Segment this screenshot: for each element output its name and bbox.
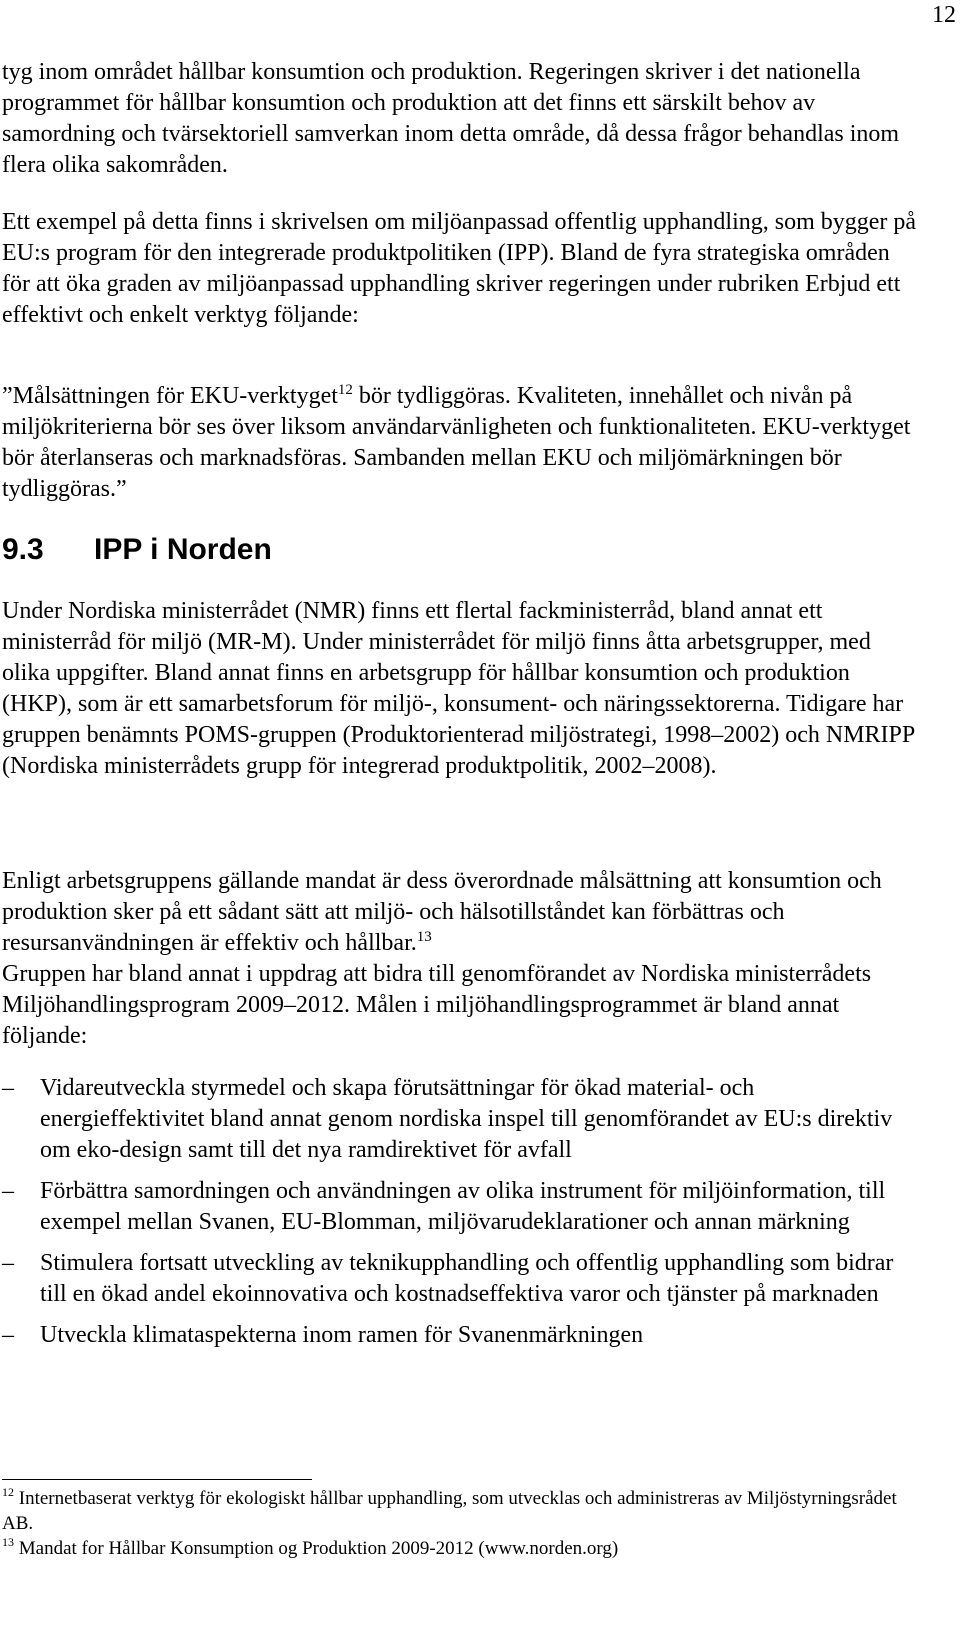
list-dash: – xyxy=(2,1075,14,1101)
list-item-text: Förbättra samordningen och användningen av olika instrument för miljöinformation, till exempel mellan Svanen, EU-Blomman, miljövarudeklarationer och annan märkning xyxy=(40,1178,886,1235)
quote-part: ”Målsättningen för EKU-verktyget xyxy=(2,383,338,409)
list-dash: – xyxy=(2,1178,14,1204)
quote-part: bör tydliggöras. Kvaliteten, innehållet och nivån på miljökriterierna bör ses över liksom användarvänligheten och funktionaliteten. EKU-verktyget bör återlanseras och marknadsföras. Sambanden mellan EKU och miljömärkningen bör tydliggöras.” xyxy=(2,383,911,502)
footnote xyxy=(2,1536,917,1561)
list-item xyxy=(2,1176,917,1238)
section-number: 9.3 xyxy=(2,533,44,566)
paragraph-mandate xyxy=(2,866,917,1052)
list-item xyxy=(2,1073,917,1166)
quote-text xyxy=(2,381,917,505)
paragraph-text xyxy=(2,866,917,1052)
goal-list xyxy=(2,1073,917,1361)
paragraph-example xyxy=(2,207,917,331)
quote-block xyxy=(2,381,917,505)
section-heading xyxy=(2,532,272,568)
paragraph-nmr xyxy=(2,596,917,782)
list-dash: – xyxy=(2,1250,14,1276)
paragraph-intro xyxy=(2,57,917,181)
footnotes xyxy=(2,1486,917,1561)
list-item xyxy=(2,1248,917,1310)
footnote xyxy=(2,1486,917,1536)
page-number: 12 xyxy=(932,2,956,28)
footnote-number: 13 xyxy=(2,1535,14,1549)
section-title: IPP i Norden xyxy=(94,533,272,566)
paragraph-text: Under Nordiska ministerrådet (NMR) finns ett flertal fackministerråd, bland annat ett ministerråd för miljö (MR-M). Under ministerrådet för miljö finns åtta arbetsgrupper, med olika uppgifter. Bland annat finns en arbetsgrupp för hållbar konsumtion och produktion (HKP), som är ett samarbetsforum för miljö-, konsument- och näringssektorerna. Tidigare har gruppen benämnts POMS-gruppen (Produktorienterad miljöstrategi, 1998–2002) och NMRIPP (Nordiska ministerrådets grupp för integrerad produktpolitik, 2002–2008). xyxy=(2,598,915,779)
footnote-divider xyxy=(2,1479,312,1480)
footnote-text: Mandat for Hållbar Konsumption og Produktion 2009-2012 (www.norden.org) xyxy=(14,1538,619,1559)
paragraph-part: Enligt arbetsgruppens gällande mandat är dess överordnade målsättning att konsumtion och produktion sker på ett sådant sätt att miljö- och hälsotillståndet kan förbättras och resursanvändningen är effektiv och hållbar. xyxy=(2,868,882,956)
footnote-number: 12 xyxy=(2,1485,14,1499)
footnote-text: Internetbaserat verktyg för ekologiskt hållbar upphandling, som utvecklas och administreras av Miljöstyrningsrådet AB. xyxy=(2,1488,897,1534)
paragraph-text: tyg inom området hållbar konsumtion och produktion. Regeringen skriver i det nationella programmet för hållbar konsumtion och produktion att det finns ett särskilt behov av samordning och tvärsektoriell samverkan inom detta område, då dessa frågor behandlas inom flera olika sakområden. xyxy=(2,59,900,178)
paragraph-text: Ett exempel på detta finns i skrivelsen om miljöanpassad offentlig upphandling, som bygger på EU:s program för den integrerade produktpolitiken (IPP). Bland de fyra strategiska områden för att öka graden av miljöanpassad upphandling skriver regeringen under rubriken Erbjud ett effektivt och enkelt verktyg följande: xyxy=(2,209,917,328)
paragraph-part: Gruppen har bland annat i uppdrag att bidra till genomförandet av Nordiska ministerrådets Miljöhandlingsprogram 2009–2012. Målen i miljöhandlingsprogrammet är bland annat följande: xyxy=(2,961,872,1049)
list-item-text: Stimulera fortsatt utveckling av teknikupphandling och offentlig upphandling som bidrar till en ökad andel ekoinnovativa och kostnadseffektiva varor och tjänster på marknaden xyxy=(40,1250,894,1307)
footnote-ref: 12 xyxy=(337,382,353,398)
list-item xyxy=(2,1320,917,1351)
footnote-ref: 13 xyxy=(416,929,432,945)
list-item-text: Vidareutveckla styrmedel och skapa förutsättningar för ökad material- och energieffektivitet bland annat genom nordiska inspel till genomförandet av EU:s direktiv om eko-design samt till det nya ramdirektivet för avfall xyxy=(40,1075,893,1163)
list-item-text: Utveckla klimataspekterna inom ramen för Svanenmärkningen xyxy=(40,1322,644,1348)
list-dash: – xyxy=(2,1322,14,1348)
